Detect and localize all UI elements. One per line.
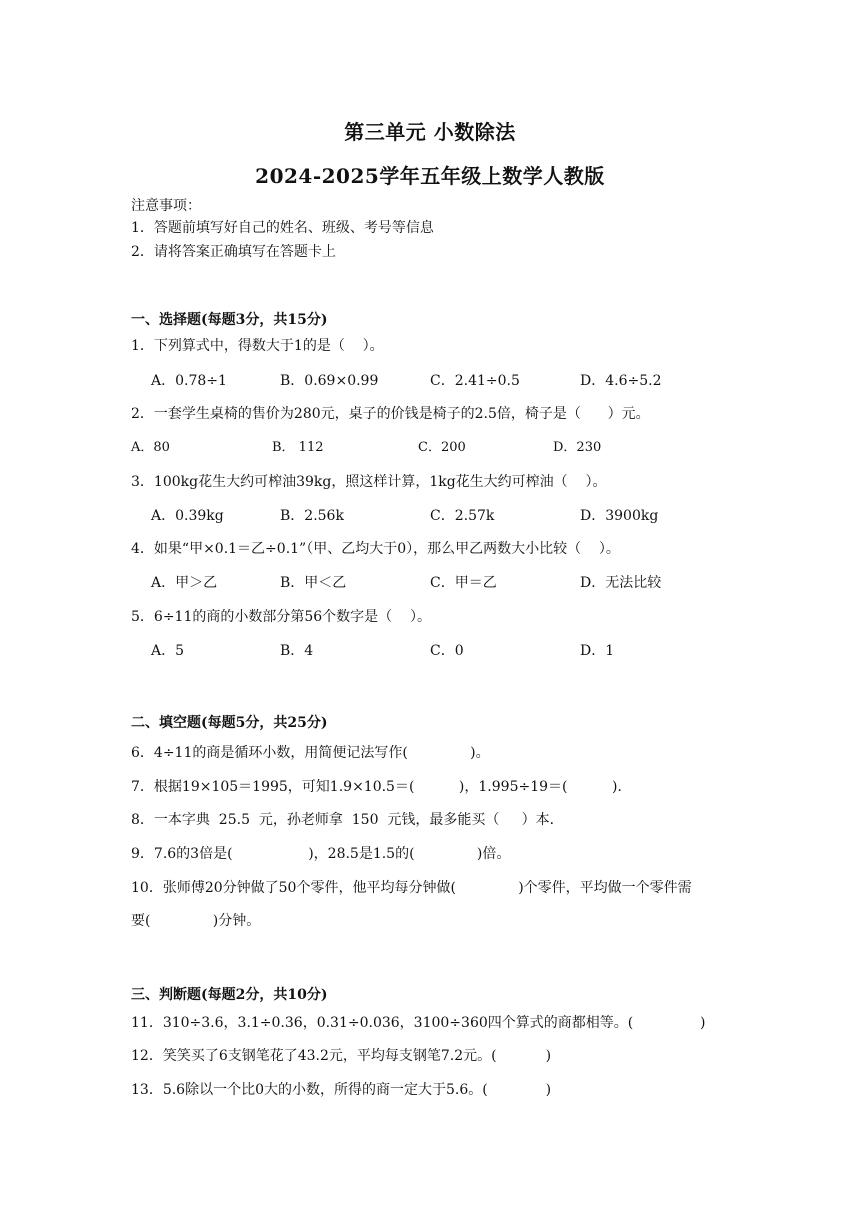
section-heading: 三、判断题(每题2分，共10分) <box>131 987 328 1003</box>
notice-heading: 注意事项： <box>131 198 201 214</box>
page-subtitle: 2024-2025学年五年级上数学人教版 <box>255 164 605 188</box>
page-title: 第三单元 小数除法 <box>344 120 516 144</box>
question-text: 6．4÷11的商是循环小数，用简便记法写作( )。 <box>131 745 490 761</box>
question-option: C．0 <box>430 643 464 659</box>
question-option: C．200 <box>418 440 466 455</box>
question-text: 1．下列算式中，得数大于1的是（ ）。 <box>131 338 384 354</box>
question-option: C．2.41÷0.5 <box>430 373 520 389</box>
question-text: 11．310÷3.6，3.1÷0.36，0.31÷0.036，3100÷360四个算式的商都相等。( ) <box>131 1015 706 1031</box>
question-option: C．甲＝乙 <box>430 575 497 591</box>
question-text: 9．7.6的3倍是( )，28.5是1.5的( )倍。 <box>131 846 511 862</box>
notice-item: 2．请将答案正确填写在答题卡上 <box>131 244 336 260</box>
question-text: 13．5.6除以一个比0大的小数，所得的商一定大于5.6。( ) <box>131 1082 552 1098</box>
question-text: 12．笑笑买了6支钢笔花了43.2元，平均每支钢笔7.2元。( ) <box>131 1048 552 1064</box>
question-option: D．1 <box>580 643 615 659</box>
question-text: 5．6÷11的商的小数部分第56个数字是（ ）。 <box>131 609 431 625</box>
question-text: 要( )分钟。 <box>131 913 261 929</box>
question-option: B． 112 <box>272 440 324 455</box>
question-text: 4．如果“甲×0.1＝乙÷0.1”（甲、乙均大于0），那么甲乙两数大小比较（ ）。 <box>131 541 620 557</box>
question-option: A．甲＞乙 <box>151 575 218 591</box>
notice-item: 1．答题前填写好自己的姓名、班级、考号等信息 <box>131 220 434 236</box>
question-option: B．2.56k <box>280 508 344 524</box>
question-text: 2．一套学生桌椅的售价为280元，桌子的价钱是椅子的2.5倍，椅子是（ ）元。 <box>131 406 650 422</box>
question-option: A．5 <box>151 643 185 659</box>
question-option: A．0.39kg <box>151 508 224 524</box>
question-option: D．230 <box>553 440 602 455</box>
question-text: 8．一本字典 25.5 元，孙老师拿 150 元钱，最多能买（ ）本． <box>131 812 564 828</box>
question-option: A．0.78÷1 <box>151 373 227 389</box>
question-option: B．4 <box>280 643 314 659</box>
section-heading: 一、选择题(每题3分，共15分) <box>131 312 328 328</box>
question-text: 7．根据19×105＝1995，可知1.9×10.5＝( )，1.995÷19＝( )． <box>131 779 632 795</box>
question-option: B．0.69×0.99 <box>280 373 379 389</box>
question-text: 3．100kg花生大约可榨油39kg，照这样计算，1kg花生大约可榨油（ ）。 <box>131 474 607 490</box>
question-option: D．4.6÷5.2 <box>580 373 662 389</box>
question-option: D．无法比较 <box>580 575 662 591</box>
question-option: B．甲＜乙 <box>280 575 347 591</box>
question-text: 10．张师傅20分钟做了50个零件，他平均每分钟做( )个零件，平均做一个零件需 <box>131 880 692 896</box>
question-option: C．2.57k <box>430 508 495 524</box>
section-heading: 二、填空题(每题5分，共25分) <box>131 715 328 731</box>
question-option: A．80 <box>131 440 170 455</box>
question-option: D．3900kg <box>580 508 659 524</box>
